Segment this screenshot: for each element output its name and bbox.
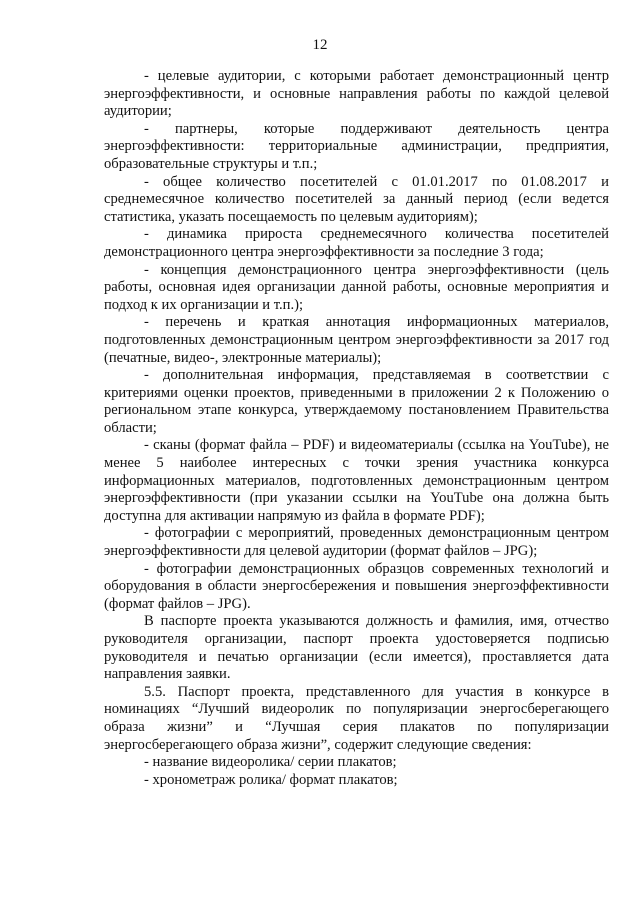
paragraph-concept: - концепция демонстрационного центра энергоэффективности (цель работы, основная идея организации данной работы, основные мероприятия и подход к их организации и т.п.); (104, 261, 609, 313)
paragraph-visitor-count: - общее количество посетителей с 01.01.2017 по 01.08.2017 и среднемесячное количество посетителей за данный период (если ведется статистика, указать посещаемость по целевым аудиториям); (104, 173, 609, 225)
paragraph-target-audiences: - целевые аудитории, с которыми работает демонстрационный центр энергоэффективности, и основные направления работы по каждой целевой аудитории; (104, 68, 609, 120)
paragraph-video-duration: - хронометраж ролика/ формат плакатов; (144, 771, 398, 788)
paragraph-visitor-growth: - динамика прироста среднемесячного количества посетителей демонстрационного центра энергоэффективности за последние 3 года; (104, 226, 609, 260)
page-number: 12 (312, 37, 328, 53)
paragraph-scans-video: - сканы (формат файла – PDF) и видеоматериалы (ссылка на YouTube), не менее 5 наиболее интересных с точки зрения участника конкурса информационных материалов, подготовленных демонстрационным центром энергоэффективности (при указании ссылки на YouTube она должна быть доступна для активации напрямую из файла в формате PDF); (104, 437, 609, 524)
paragraph-event-photos: - фотографии с мероприятий, проведенных демонстрационным центром энергоэффективности для целевой аудитории (формат файлов – JPG); (104, 525, 609, 560)
paragraph-section-5-5: 5.5. Паспорт проекта, представленного для участия в конкурсе в номинациях “Лучший видеоролик по популяризации энергосберегающего образа жизни” и “Лучшая серия плакатов по популяризации энергосберегающего образа жизни”, содержит следующие сведения: (104, 683, 609, 753)
paragraph-equipment-photos: - фотографии демонстрационных образцов современных технологий и оборудования в области энергосбережения и повышения энергоэффективности (формат файлов – JPG). (104, 560, 609, 612)
paragraph-video-title: - название видеоролика/ серии плакатов; (144, 754, 397, 771)
paragraph-passport-signature: В паспорте проекта указываются должность и фамилия, имя, отчество руководителя организации, паспорт проекта удостоверяется подписью руководителя и печатью организации (если имеется), проставляется дата направления заявки. (104, 613, 609, 683)
document-body (104, 68, 609, 789)
paragraph-partners: - партнеры, которые поддерживают деятельность центра энергоэффективности: территориальные администрации, предприятия, образовательные структуры и т.п.; (104, 120, 609, 172)
paragraph-materials-list: - перечень и краткая аннотация информационных материалов, подготовленных демонстрационным центром энергоэффективности за 2017 год (печатные, видео-, электронные материалы); (104, 314, 609, 366)
paragraph-additional-info: - дополнительная информация, представляемая в соответствии с критериями оценки проектов, приведенными в приложении 2 к Положению о региональном этапе конкурса, утверждаемому постановлением Правительства области; (104, 367, 609, 436)
